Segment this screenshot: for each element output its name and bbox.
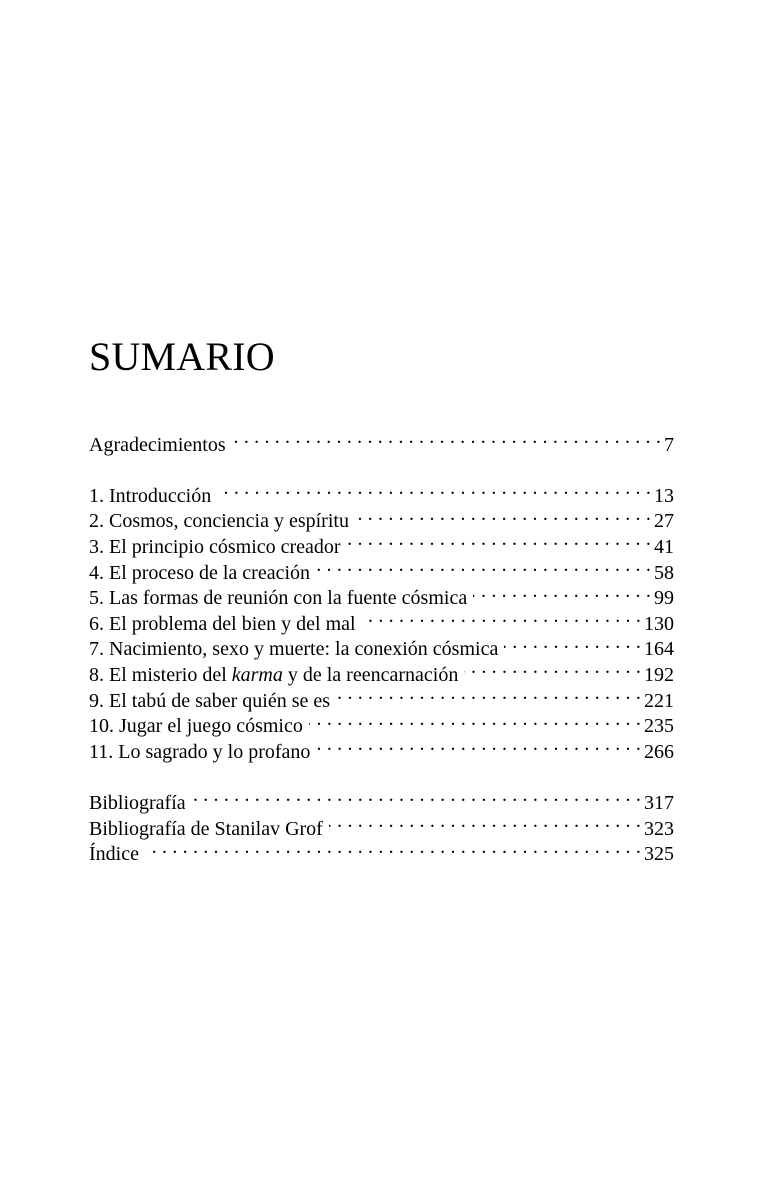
dot-leader — [504, 630, 641, 656]
dot-leader — [316, 732, 641, 758]
toc-entry-agradecimientos — [89, 425, 674, 456]
toc-entry-label: 1. Introducción — [89, 484, 212, 507]
dot-leader — [336, 681, 641, 707]
dot-leader — [217, 476, 651, 502]
dot-leader — [316, 553, 651, 579]
toc-entry-indice — [89, 835, 674, 866]
dot-leader — [309, 707, 641, 733]
toc-entry-label: 2. Cosmos, conciencia y espíritu — [89, 510, 349, 533]
toc-entry-page: 235 — [644, 715, 674, 738]
dot-leader — [192, 783, 641, 809]
book-page — [89, 0, 674, 1181]
toc-entry-label-start: 8. El misterio del — [89, 663, 227, 686]
toc-back-matter — [89, 783, 674, 866]
toc-entry-label: Agradecimientos — [89, 433, 226, 456]
toc-entry-label-end: y de la reencarnación — [287, 663, 459, 686]
dot-leader — [464, 655, 641, 681]
toc-front-matter — [89, 425, 674, 456]
toc-entry-label: Índice — [89, 843, 139, 866]
toc-entry-page: 27 — [654, 510, 674, 533]
table-of-contents — [89, 425, 674, 866]
toc-entry-label: 6. El problema del bien y del mal — [89, 612, 356, 635]
toc-entry-page: 266 — [644, 740, 674, 763]
toc-chapters — [89, 476, 674, 763]
toc-entry-label: 11. Lo sagrado y lo profano — [89, 740, 311, 763]
toc-entry-page: 7 — [664, 433, 674, 456]
dot-leader — [145, 835, 641, 861]
toc-entry-page: 164 — [644, 638, 674, 661]
toc-entry-page: 317 — [644, 791, 674, 814]
toc-entry-page: 221 — [644, 689, 674, 712]
page-title: SUMARIO — [89, 334, 275, 379]
toc-entry-page: 325 — [644, 843, 674, 866]
dot-leader — [329, 809, 641, 835]
toc-entry-label: Bibliografía — [89, 791, 186, 814]
toc-entry-page: 58 — [654, 561, 674, 584]
dot-leader — [362, 604, 641, 630]
toc-entry-page: 13 — [654, 484, 674, 507]
toc-entry-label: 3. El principio cósmico creador — [89, 535, 341, 558]
toc-entry-page: 41 — [654, 535, 674, 558]
toc-entry-page: 99 — [654, 587, 674, 610]
dot-leader — [347, 527, 651, 553]
toc-entry-label: 5. Las formas de reunión con la fuente cósmica — [89, 587, 468, 610]
toc-entry-bibliografia — [89, 783, 674, 814]
dot-leader — [232, 425, 661, 451]
toc-entry-page: 130 — [644, 612, 674, 635]
toc-entry-label: 4. El proceso de la creación — [89, 561, 311, 584]
dot-leader — [473, 579, 651, 605]
toc-entry-page: 192 — [644, 663, 674, 686]
toc-entry-label: 7. Nacimiento, sexo y muerte: la conexión cósmica — [89, 638, 499, 661]
toc-entry-label-italic: karma — [231, 663, 283, 686]
toc-entry-label: 10. Jugar el juego cósmico — [89, 715, 303, 738]
toc-entry-label: Bibliografía de Stanilav Grof — [89, 817, 323, 840]
toc-entry-label: 9. El tabú de saber quién se es — [89, 689, 331, 712]
toc-entry-page: 323 — [644, 817, 674, 840]
dot-leader — [355, 502, 651, 528]
toc-entry-chapter-1 — [89, 476, 674, 507]
